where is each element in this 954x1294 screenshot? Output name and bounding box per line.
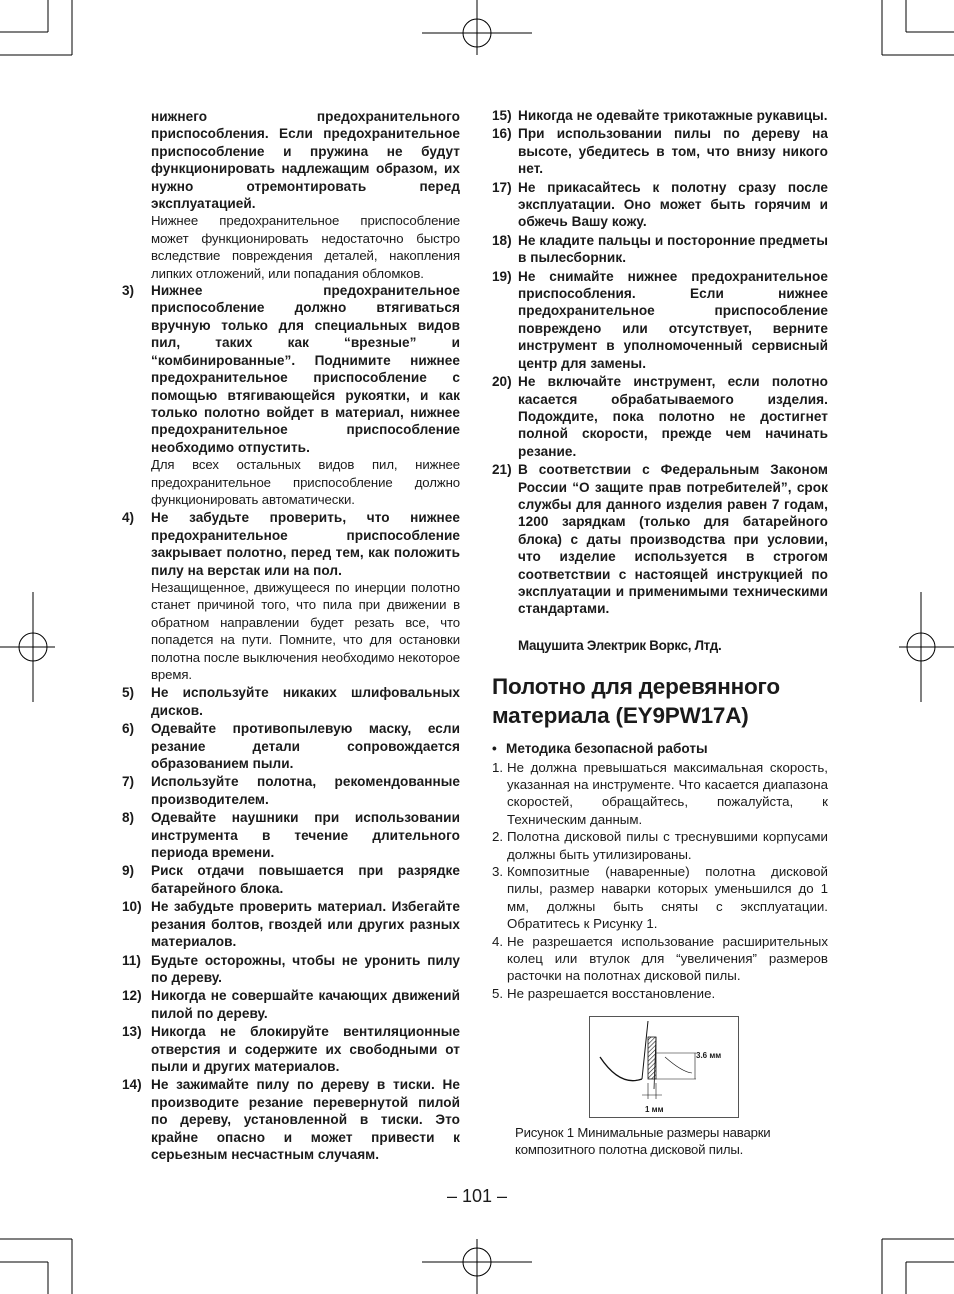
item-number: 13) — [122, 1024, 142, 1040]
list-item — [122, 862, 460, 897]
section-heading — [492, 672, 828, 730]
item-bold-text: В соответствии с Федеральным Законом России “О защите прав потребителей”, срок службы для данного изделия равен 7 годам, 1200 зарядкам (только для батарейного блока) с даты производства при условии, что изделие используется в строгом соответствии с настоящей инструкцией по эксплуатации и применимыми техническими стандартами. — [518, 462, 828, 617]
item-bold-text: Одевайте наушники при использовании инструмента в течение длительного периода времени. — [151, 810, 460, 861]
item-number: 3) — [122, 283, 135, 299]
item-bold-text: Используйте полотна, рекомендованные производителем. — [151, 774, 460, 807]
item-number: 8) — [122, 810, 135, 826]
list-item — [122, 282, 460, 508]
item-bold-text: При использовании пилы по дереву на высоте, убедитесь в том, что внизу никого нет. — [518, 126, 828, 177]
numbered-item-number: 3. — [492, 864, 504, 880]
list-item — [492, 268, 828, 372]
item-bold-text: Не забудьте проверить, что нижнее предохранительное приспособление закрывает полотно, перед тем, как положить пилу на верстак или на пол. — [151, 510, 460, 578]
intro-bold-text: нижнего предохранительного приспособления. Если предохранительное приспособление и пружина не будут функционировать надлежащим образом, их нужно отремонтировать перед эксплуатацией. — [151, 109, 460, 212]
list-item — [122, 952, 460, 987]
item-number: 9) — [122, 863, 135, 879]
numbered-item-text: Не разрешается использование расширительных колец или втулок для “увеличения” размеров расточки на полотнах дисковой пилы. — [507, 933, 828, 984]
figure-label-min: 1 мм — [645, 1105, 664, 1115]
item-bold-text: Никогда не одевайте трикотажные рукавицы. — [518, 108, 828, 123]
item-normal-text: Незащищенное, движущееся по инерции полотно станет причиной того, что пила при движении в обратном направлении будет резать все, что попадется на пути. Помните, что для остановки полотна после выключения необходимо некоторое время. — [151, 579, 460, 682]
item-number: 10) — [122, 899, 142, 915]
bullet-icon: • — [492, 741, 497, 757]
bullet-item — [492, 740, 828, 757]
list-item — [492, 373, 828, 460]
list-item — [492, 125, 828, 177]
item-bold-text: Не кладите пальцы и посторонние предметы в пылесборник. — [518, 232, 828, 266]
numbered-item-number: 4. — [492, 933, 504, 949]
numbered-item — [492, 759, 828, 829]
bullet-text: Методика безопасной работы — [506, 741, 708, 757]
numbered-item-text: Не должна превышаться максимальная скорость, указанная на инструменте. Что касается диапазона скоростей, обращайтесь, пожалуйста, к Техническим данным. — [507, 759, 828, 827]
item-number: 11) — [122, 952, 141, 968]
numbered-item-number: 1. — [492, 759, 504, 775]
intro-block — [122, 108, 460, 282]
figure-label-width: 3.6 мм — [696, 1051, 722, 1061]
left-column — [122, 108, 460, 1164]
item-number: 17) — [492, 179, 512, 195]
item-normal-text: Для всех остальных видов пил, нижнее предохранительное приспособление должно функционировать автоматически. — [151, 457, 460, 507]
list-item — [122, 720, 460, 772]
numbered-item-text: Не разрешается восстановление. — [507, 985, 716, 1001]
list-item — [122, 509, 460, 683]
item-bold-text: Риск отдачи повышается при разрядке батарейного блока. — [151, 863, 460, 896]
item-bold-text: Никогда не блокируйте вентиляционные отверстия и содержите их свободными от пыли и других материалов. — [151, 1024, 460, 1074]
company-name: Мацушита Электрик Воркс, Лтд. — [518, 637, 722, 653]
item-number: 20) — [492, 374, 512, 390]
item-number: 18) — [492, 232, 512, 248]
figure-caption: Рисунок 1 Минимальные размеры наварки композитного полотна дисковой пилы. — [515, 1125, 771, 1158]
item-bold-text: Никогда не совершайте качающих движений пилой по дереву. — [151, 988, 460, 1021]
section-heading-line2: материала (EY9PW17A) — [492, 703, 749, 729]
numbered-item — [492, 863, 828, 933]
numbered-item-number: 2. — [492, 829, 504, 845]
figure-blade-tip — [589, 1016, 739, 1118]
list-item — [122, 1023, 460, 1075]
item-number: 15) — [492, 108, 512, 123]
blade-tip-diagram — [590, 1017, 738, 1117]
item-number: 5) — [122, 685, 135, 701]
item-bold-text: Нижнее предохранительное приспособление должно втягиваться вручную только для специальных видов пил, таких как “врезные” и “комбинированные”. Поднимите нижнее предохранительное приспособление с помощью втягивающейся рукоятки, и как только полотно войдет в материал, нижнее предохранительное приспособление необходимо отпустить. — [151, 283, 460, 455]
item-number: 6) — [122, 721, 135, 737]
item-bold-text: Не включайте инструмент, если полотно касается обрабатываемого изделия. Подождите, пока полотно не достигнет полной скорости, прежде чем начинать резание. — [518, 374, 828, 459]
list-item — [492, 232, 828, 267]
item-bold-text: Не забудьте проверить материал. Избегайте резания болтов, гвоздей или других разных материалов. — [151, 899, 460, 950]
item-number: 7) — [122, 774, 135, 790]
item-number: 14) — [122, 1077, 142, 1093]
numbered-item — [492, 933, 828, 985]
item-bold-text: Не снимайте нижнее предохранительное приспособления. Если нижнее предохранительное приспособление повреждено или отсутствует, верните инструмент в уполномоченный сервисный центр для замены. — [518, 268, 828, 371]
list-item — [122, 773, 460, 808]
page-number: – 101 – — [446, 1186, 508, 1206]
list-item — [492, 461, 828, 618]
item-number: 12) — [122, 988, 142, 1004]
intro-normal-text: Нижнее предохранительное приспособление может функционировать недостаточно быстро вследствие повреждения деталей, накопления липких отложений, или попадания обломков. — [151, 213, 460, 281]
numbered-item — [492, 985, 828, 1002]
list-item — [122, 684, 460, 719]
item-bold-text: Не прикасайтесь к полотну сразу после эксплуатации. Оно может быть горячим и обжечь Вашу кожу. — [518, 179, 828, 230]
list-item — [122, 1076, 460, 1163]
list-item — [122, 898, 460, 950]
numbered-item-text: Полотна дисковой пилы с треснувшими корпусами должны быть утилизированы. — [507, 829, 828, 862]
section-heading-line1: Полотно для деревянного — [492, 674, 780, 700]
numbered-item — [492, 828, 828, 863]
item-number: 4) — [122, 510, 135, 526]
right-column — [492, 107, 828, 1158]
list-item — [122, 987, 460, 1022]
list-item — [492, 107, 828, 124]
item-number: 21) — [492, 462, 512, 478]
item-bold-text: Не зажимайте пилу по дереву в тиски. Не производите резание перевернутой пилой по дереву, установленной в тиски. Это крайне опасно и может привести к серьезным несчастным случаям. — [151, 1077, 460, 1162]
item-number: 16) — [492, 126, 512, 142]
numbered-item-text: Композитные (наваренные) полотна дисковой пилы, размер наварки которых уменьшился до 1 мм, должны быть сняты с эксплуатации. Обратитесь к Рисунку 1. — [507, 864, 828, 932]
list-item — [122, 809, 460, 861]
item-bold-text: Одевайте противопылевую маску, если резание детали сопровождается образованием пыли. — [151, 721, 460, 772]
item-bold-text: Не используйте никаких шлифовальных дисков. — [151, 685, 460, 718]
item-number: 19) — [492, 268, 512, 284]
numbered-item-number: 5. — [492, 985, 504, 1001]
item-bold-text: Будьте осторожны, чтобы не уронить пилу по дереву. — [151, 952, 460, 985]
list-item — [492, 179, 828, 231]
